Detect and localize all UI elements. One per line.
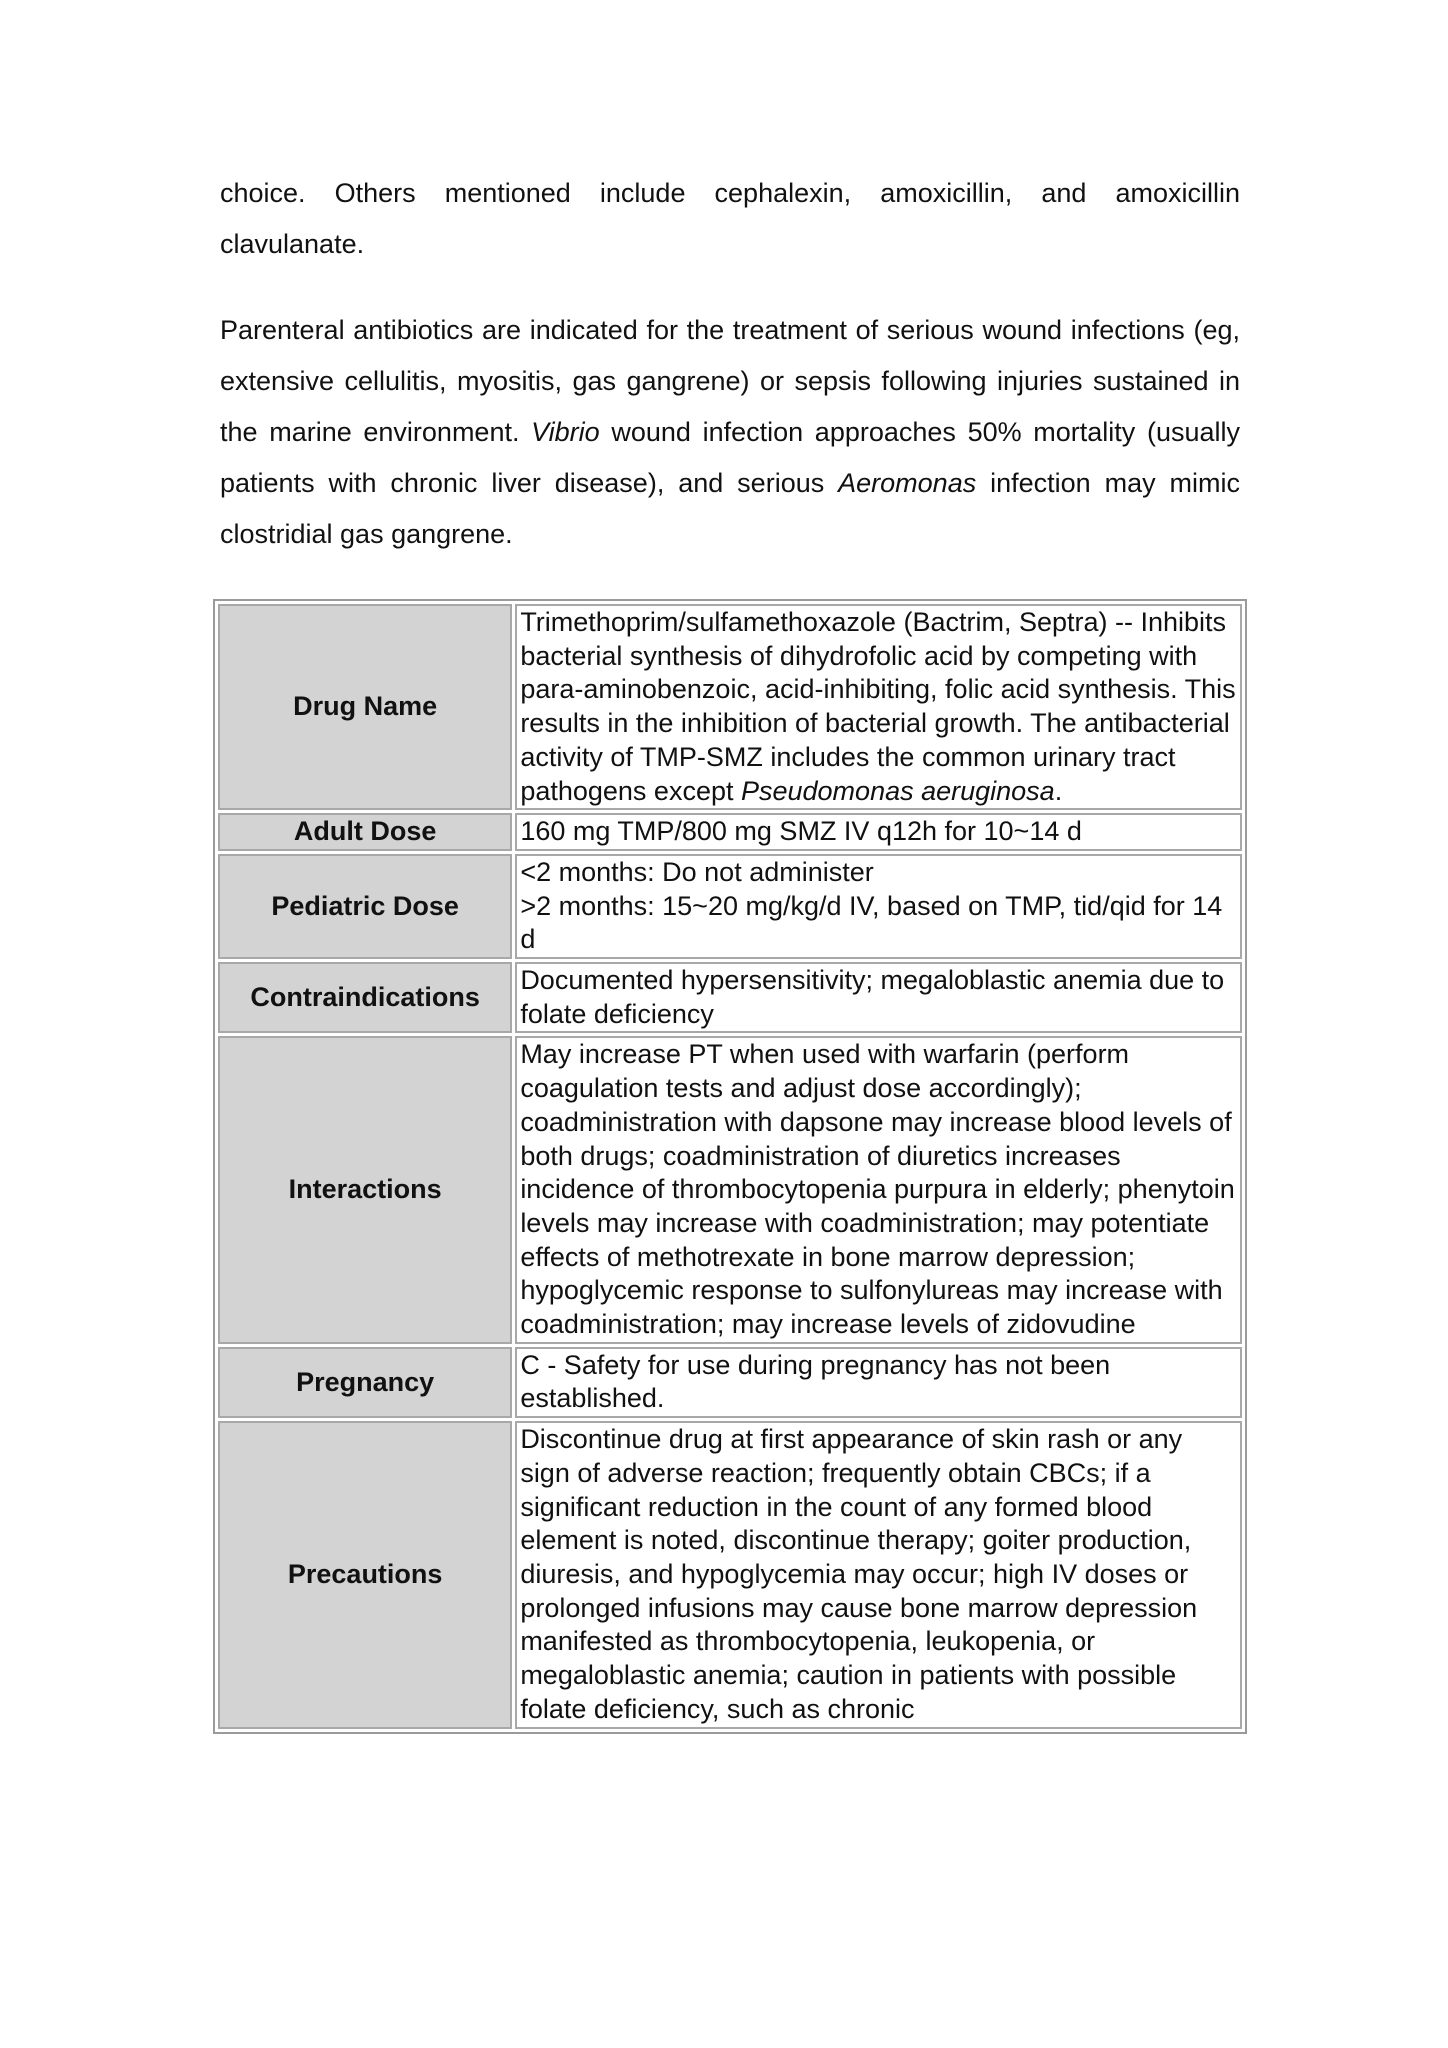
table-row-precautions (218, 1421, 1242, 1728)
paragraph-antibiotic-choices (220, 168, 1240, 270)
table-row-pregnancy (218, 1347, 1242, 1418)
row-value-drug-name (515, 604, 1242, 810)
row-value-pregnancy: C - Safety for use during pregnancy has not been established. (515, 1347, 1242, 1418)
table-row-contraindications (218, 962, 1242, 1033)
table-row-pediatric-dose (218, 854, 1242, 959)
row-value-interactions: May increase PT when used with warfarin (perform coagulation tests and adjust dose accordingly); coadministration with dapsone may increase blood levels of both drugs; coadministration of diuretics increases incidence of thrombocytopenia purpura in elderly; phenytoin levels may increase with coadministration; may potentiate effects of methotrexate in bone marrow depression; hypoglycemic response to sulfonylureas may increase with coadministration; may increase levels of zidovudine (515, 1036, 1242, 1343)
drug-info-table (213, 599, 1247, 1734)
row-label-pediatric-dose: Pediatric Dose (218, 854, 512, 959)
paragraph-text: choice. Others mentioned include cephalexin, amoxicillin, and amoxicillin clavulanate. (220, 178, 1240, 259)
pediatric-dose-line-2: >2 months: 15~20 mg/kg/d IV, based on TMP, tid/qid for 14 d (520, 890, 1223, 955)
italic-term-aeromonas: Aeromonas (838, 468, 977, 498)
cell-text-end: . (1054, 775, 1063, 806)
row-label-interactions: Interactions (218, 1036, 512, 1343)
row-label-pregnancy: Pregnancy (218, 1347, 512, 1418)
row-label-precautions: Precautions (218, 1421, 512, 1728)
row-value-pediatric-dose (515, 854, 1242, 959)
table-row-interactions (218, 1036, 1242, 1343)
italic-term-vibrio: Vibrio (531, 417, 600, 447)
pediatric-dose-line-1: <2 months: Do not administer (520, 856, 874, 887)
paragraph-text: Parenteral antibiotics are indicated for the treatment of serious wound infections (eg, extensive cellulitis, myositis, gas gangrene) or sepsis following injuries sustained in the marine environment. (220, 315, 1240, 447)
table-row-drug-name (218, 604, 1242, 810)
row-value-adult-dose: 160 mg TMP/800 mg SMZ IV q12h for 10~14 d (515, 813, 1242, 851)
row-label-contraindications: Contraindications (218, 962, 512, 1033)
cell-text: Trimethoprim/sulfamethoxazole (Bactrim, Septra) -- Inhibits bacterial synthesis of dihydrofolic acid by competing with para-aminobenzoic, acid-inhibiting, folic acid synthesis. This results in the inhibition of bacterial growth. The antibacterial activity of TMP-SMZ includes the common urinary tract pathogens except (520, 607, 1236, 806)
row-value-contraindications: Documented hypersensitivity; megaloblastic anemia due to folate deficiency (515, 962, 1242, 1033)
row-label-adult-dose: Adult Dose (218, 813, 512, 851)
paragraph-text: wound infection approaches 50% mortality (usually patients with chronic liver disease), and serious (220, 417, 1240, 498)
paragraph-text: infection may mimic clostridial gas gangrene. (220, 468, 1240, 549)
row-label-drug-name: Drug Name (218, 604, 512, 810)
paragraph-parenteral-antibiotics (220, 305, 1240, 560)
table-row-adult-dose (218, 813, 1242, 851)
row-value-precautions: Discontinue drug at first appearance of skin rash or any sign of adverse reaction; frequently obtain CBCs; if a significant reduction in the count of any formed blood element is noted, discontinue therapy; goiter production, diuresis, and hypoglycemia may occur; high IV doses or prolonged infusions may cause bone marrow depression manifested as thrombocytopenia, leukopenia, or megaloblastic anemia; caution in patients with possible folate deficiency, such as chronic (515, 1421, 1242, 1728)
italic-term-pseudomonas: Pseudomonas aeruginosa (740, 775, 1055, 806)
